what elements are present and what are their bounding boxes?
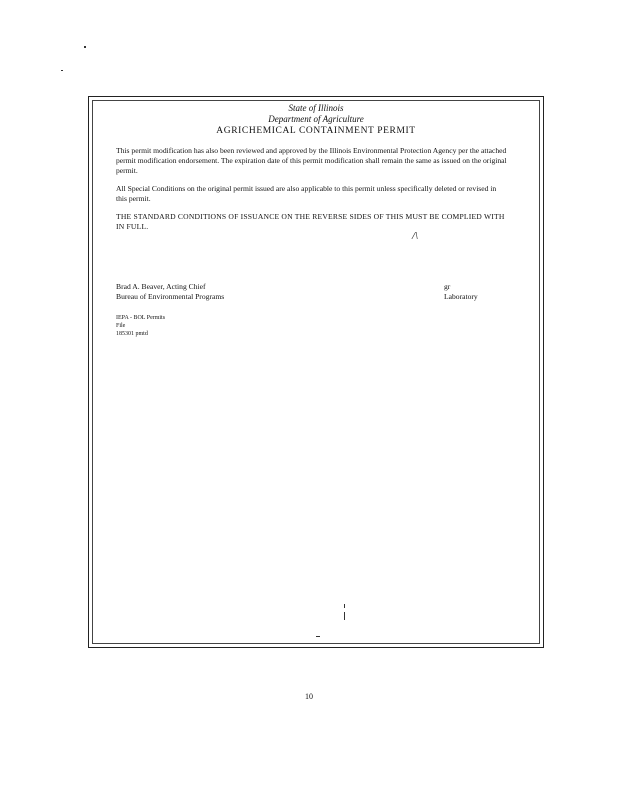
signatory-bureau: Bureau of Environmental Programs <box>116 292 225 301</box>
permit-header <box>92 103 540 137</box>
signatory-right-line1: gr <box>444 282 451 291</box>
department-name: Department of Agriculture <box>268 114 364 124</box>
signatory-name: Brad A. Beaver, Acting Chief <box>116 282 206 291</box>
paragraph-modification: This permit modification has also been reviewed and approved by the Illinois Environmental Protection Agency per the attached permit modification endorsement. The expiration date of this permit modification shall remain the same as issued on the original permit. <box>116 146 507 175</box>
scan-mark <box>344 612 345 620</box>
cc-item: 185301 pmtd <box>116 331 148 337</box>
cc-item: IEPA - BOL Permits <box>116 315 166 321</box>
scan-mark <box>344 604 345 608</box>
scan-speck <box>61 70 63 71</box>
cc-item: File <box>116 323 126 329</box>
paragraph-special-conditions: All Special Conditions on the original permit issued are also applicable to this permit unless specifically deleted or revised in this permit. <box>116 184 497 203</box>
state-name: State of Illinois <box>288 103 344 113</box>
scan-mark <box>316 636 320 637</box>
signature-block-right <box>444 282 478 302</box>
signature-mark: /\ <box>412 230 419 242</box>
document-border-inner <box>92 100 540 644</box>
page-number: 10 <box>305 692 313 701</box>
scan-speck <box>84 46 86 48</box>
paragraph-standard-conditions: THE STANDARD CONDITIONS OF ISSUANCE ON THE REVERSE SIDES OF THIS MUST BE COMPLIED WITH IN FULL. <box>116 212 505 231</box>
cc-list <box>116 314 165 338</box>
permit-title: AGRICHEMICAL CONTAINMENT PERMIT <box>216 126 416 136</box>
signatory-right-line2: Laboratory <box>444 292 478 301</box>
signature-block-left <box>116 282 224 302</box>
